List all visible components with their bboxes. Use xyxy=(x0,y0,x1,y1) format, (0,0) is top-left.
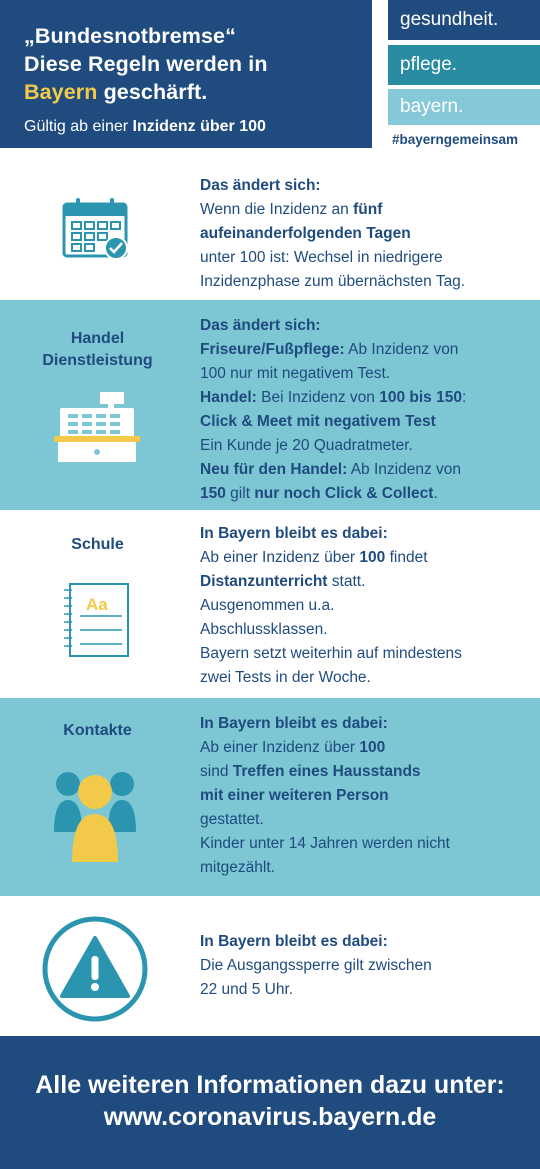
brand-bayern: bayern. xyxy=(388,89,540,125)
s2-150: 150 xyxy=(200,485,226,502)
section-ausgangssperre xyxy=(0,896,540,1034)
section-2-text xyxy=(200,314,530,506)
warning-triangle-icon xyxy=(42,916,148,1022)
s4-line-5: Kinder unter 14 Jahren werden nicht xyxy=(200,835,450,852)
s3-line-1: Ab einer Inzidenz über xyxy=(200,549,360,566)
label-handel: Handel xyxy=(70,330,125,347)
notebook-icon-letters: Aa xyxy=(86,595,108,614)
s4-line-2-bold: Treffen eines Hausstands xyxy=(232,763,421,780)
title-accent: Bayern xyxy=(24,80,98,104)
section-2-label xyxy=(0,328,195,372)
label-dienstleistung: Dienstleistung xyxy=(42,352,153,369)
section-kontakte xyxy=(0,698,540,896)
s3-line-4: Abschlussklassen. xyxy=(200,621,328,638)
section-3-label: Schule xyxy=(71,536,124,553)
s4-line-1-bold: 100 xyxy=(359,739,386,756)
s2-friseure-rest: Ab Inzidenz von xyxy=(344,341,459,358)
header-subtitle xyxy=(24,118,372,136)
s1-line-4: Inzidenzphase zum übernächsten Tag. xyxy=(200,273,466,290)
s4-line-4: gestattet. xyxy=(200,811,264,828)
s2-handel-range: 100 bis 150 xyxy=(379,389,462,406)
s1-line-1-bold: fünf xyxy=(353,201,383,218)
section-handel xyxy=(0,300,540,510)
s2-handel: Handel: xyxy=(200,389,257,406)
s4-line-3: mit einer weiteren Person xyxy=(200,787,389,804)
s2-click-meet: Click & Meet mit negativem Test xyxy=(200,413,436,430)
s3-line-1-bold: 100 xyxy=(359,549,386,566)
title-line-2: Diese Regeln werden in xyxy=(24,52,268,76)
s5-line-1: Die Ausgangssperre gilt zwischen xyxy=(200,957,432,974)
brand-pflege: pflege. xyxy=(388,45,540,85)
calendar-check-icon xyxy=(62,196,130,262)
notebook-icon xyxy=(60,582,130,658)
title-line-3-rest: geschärft. xyxy=(97,80,208,104)
section-5-text xyxy=(200,930,530,1002)
section-4-heading: In Bayern bleibt es dabei: xyxy=(200,715,388,732)
header xyxy=(0,0,540,148)
subtitle-bold: Inzidenz über 100 xyxy=(132,118,266,135)
s2-neu-handel-rest: Ab Inzidenz von xyxy=(347,461,462,478)
section-5-heading: In Bayern bleibt es dabei: xyxy=(200,933,388,950)
s5-line-2: 22 und 5 Uhr. xyxy=(200,981,294,998)
s2-neu-handel: Neu für den Handel: xyxy=(200,461,348,478)
s2-gilt: gilt xyxy=(225,485,255,502)
s1-line-1: Wenn die Inzidenz an xyxy=(200,201,354,218)
brand-gesundheit: gesundheit. xyxy=(388,0,540,40)
s4-line-2: sind xyxy=(200,763,233,780)
cash-register-icon xyxy=(52,390,142,464)
section-3-heading: In Bayern bleibt es dabei: xyxy=(200,525,388,542)
section-2-heading: Das ändert sich: xyxy=(200,317,321,334)
s3-line-1-end: findet xyxy=(385,549,428,566)
s2-friseure: Friseure/Fußpflege: xyxy=(200,341,345,358)
s2-kunde-qm: Ein Kunde je 20 Quadratmeter. xyxy=(200,437,413,454)
title-line-3 xyxy=(24,78,372,106)
s2-friseure-line-2: 100 nur mit negativem Test. xyxy=(200,365,391,382)
s3-line-5: Bayern setzt weiterhin auf mindestens xyxy=(200,645,462,662)
s4-line-1: Ab einer Inzidenz über xyxy=(200,739,360,756)
footer xyxy=(0,1036,540,1169)
s3-statt: statt. xyxy=(327,573,366,590)
footer-website-link[interactable]: www.coronavirus.bayern.de xyxy=(103,1103,437,1131)
s2-end: . xyxy=(433,485,438,502)
section-3-text xyxy=(200,522,530,690)
section-1-text xyxy=(200,174,530,294)
section-4-label: Kontakte xyxy=(63,722,132,739)
header-title xyxy=(24,22,372,106)
section-inzidenz-wechsel xyxy=(0,148,540,300)
s2-handel-rest: Bei Inzidenz von xyxy=(256,389,380,406)
s3-line-6: zwei Tests in der Woche. xyxy=(200,669,371,686)
s2-click-collect: nur noch Click & Collect xyxy=(254,485,434,502)
hashtag: #bayerngemeinsam xyxy=(392,132,519,147)
section-4-text xyxy=(200,712,530,880)
section-1-heading: Das ändert sich: xyxy=(200,177,321,194)
title-line-1: „Bundesnotbremse“ xyxy=(24,24,236,48)
s2-handel-end: : xyxy=(461,389,467,406)
section-schule xyxy=(0,510,540,698)
footer-info-text: Alle weiteren Informationen dazu unter: xyxy=(35,1071,505,1099)
s4-line-6: mitgezählt. xyxy=(200,859,275,876)
people-group-icon xyxy=(54,770,136,864)
s1-line-3: unter 100 ist: Wechsel in niedrigere xyxy=(200,249,443,266)
s1-line-2: aufeinanderfolgenden Tagen xyxy=(200,225,411,242)
s3-distanzunterricht: Distanzunterricht xyxy=(200,573,328,590)
header-title-block xyxy=(0,0,372,148)
subtitle-text: Gültig ab einer xyxy=(24,118,133,135)
s3-line-3: Ausgenommen u.a. xyxy=(200,597,335,614)
